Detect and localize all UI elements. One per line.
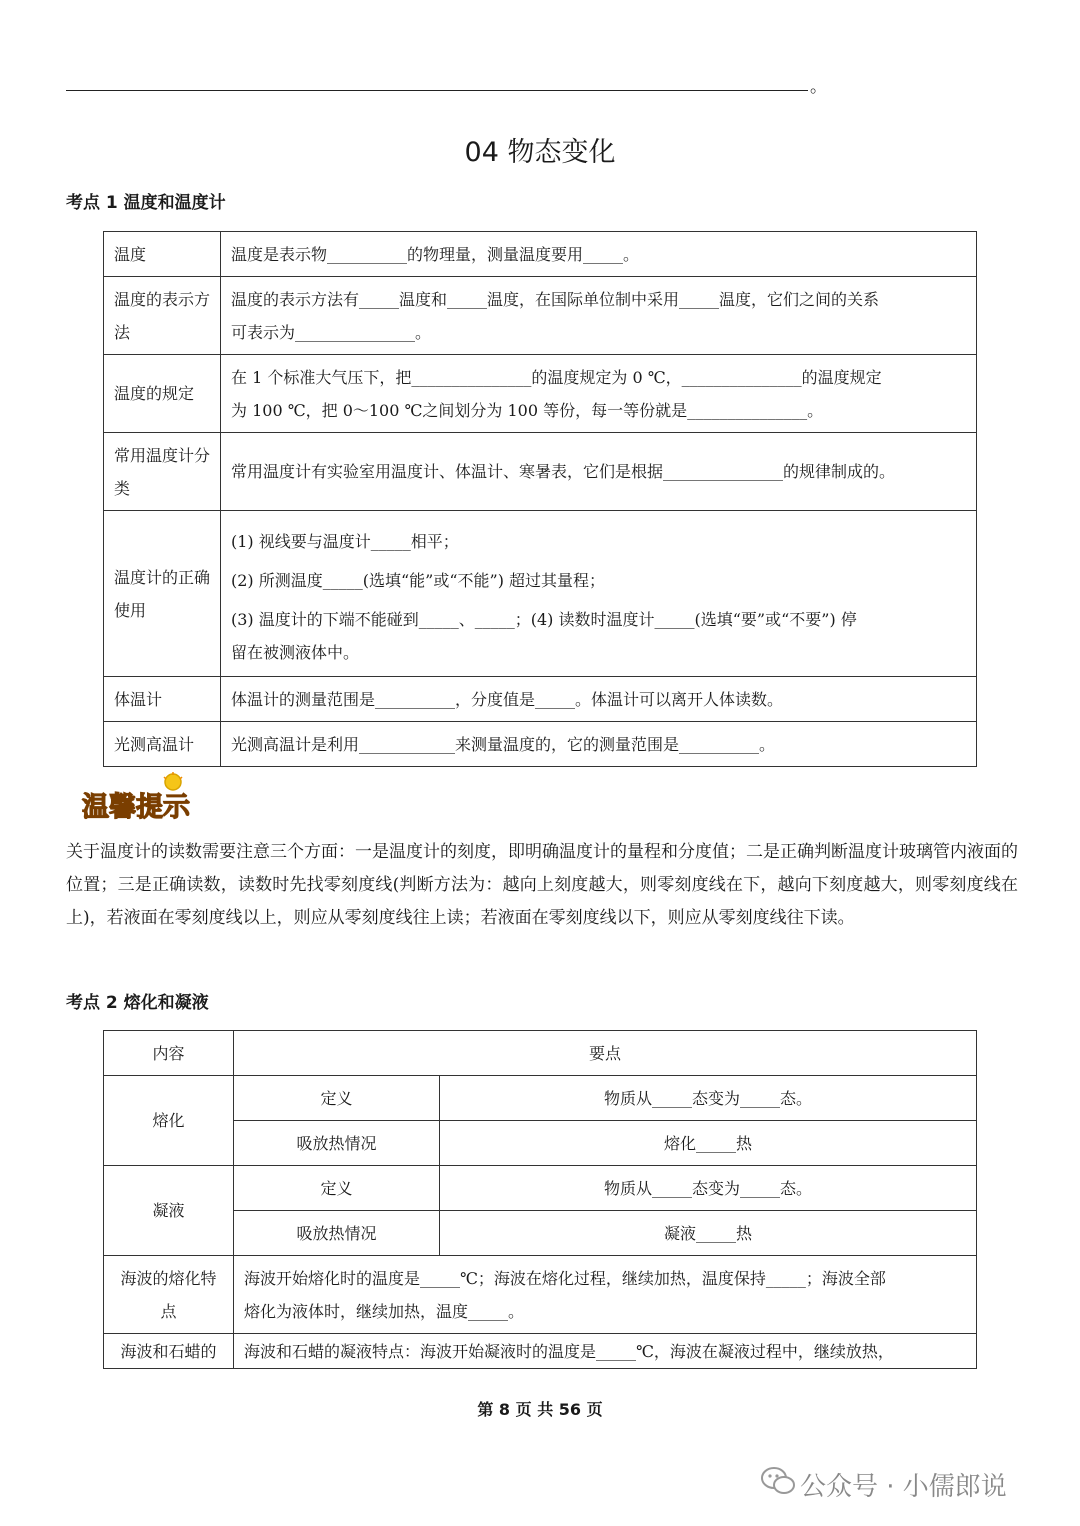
row-key: 温度计的正确使用 bbox=[104, 511, 221, 677]
row-content: 在 1 个标准大气压下，把_______________的温度规定为 0 ℃，_______________的温度规定 为 100 ℃，把 0～100 ℃之间划分为 100 等份，每一等份就是_______________。 bbox=[221, 355, 977, 433]
line-end-mark: 。 bbox=[810, 77, 827, 97]
temperature-table bbox=[103, 231, 977, 767]
definition-label: 定义 bbox=[234, 1076, 440, 1121]
row-content: 体温计的测量范围是__________，分度值是_____。体温计可以离开人体读数。 bbox=[221, 677, 977, 722]
chapter-title: 04 物态变化 bbox=[464, 137, 616, 168]
wave-wax-key: 海波和石蜡的 bbox=[104, 1334, 234, 1369]
melt-label: 熔化 bbox=[104, 1076, 234, 1166]
section2-title: 考点 2 熔化和凝液 bbox=[66, 993, 209, 1013]
row-key: 光测高温计 bbox=[104, 722, 221, 767]
row-key: 体温计 bbox=[104, 677, 221, 722]
warm-tip-logo bbox=[78, 772, 198, 824]
row-key: 温度的规定 bbox=[104, 355, 221, 433]
wave-melt-content: 海波开始熔化时的温度是_____℃；海波在熔化过程，继续加热，温度保持_____；海波全部 熔化为液体时，继续加热，温度_____。 bbox=[234, 1256, 977, 1334]
header-points: 要点 bbox=[234, 1031, 977, 1076]
row-content: 光测高温计是利用____________来测量温度的，它的测量范围是__________。 bbox=[221, 722, 977, 767]
watermark: 公众号 · 小儒郎说 bbox=[800, 1472, 1007, 1502]
wave-melt-key: 海波的熔化特点 bbox=[104, 1256, 234, 1334]
answer-line bbox=[66, 90, 808, 91]
heat-label: 吸放热情况 bbox=[234, 1211, 440, 1256]
row-content: 温度的表示方法有_____温度和_____温度，在国际单位制中采用_____温度，它们之间的关系 可表示为_______________。 bbox=[221, 277, 977, 355]
melt-definition: 物质从_____态变为_____态。 bbox=[440, 1076, 977, 1121]
page-footer: 第 8 页 共 56 页 bbox=[477, 1400, 603, 1419]
solidify-label: 凝液 bbox=[104, 1166, 234, 1256]
section1-title: 考点 1 温度和温度计 bbox=[66, 193, 226, 213]
heat-label: 吸放热情况 bbox=[234, 1121, 440, 1166]
definition-label: 定义 bbox=[234, 1166, 440, 1211]
tip-paragraph: 关于温度计的读数需要注意三个方面：一是温度计的刻度，即明确温度计的量程和分度值；二是正确判断温度计玻璃管内液面的位置；三是正确读数，读数时先找零刻度线(判断方法为：越向上刻度越大，则零刻度线在下，越向下刻度越大，则零刻度线在上)，若液面在零刻度线以上，则应从零刻度线往上读；若液面在零刻度线以下，则应从零刻度线往下读。 bbox=[66, 842, 1018, 928]
row-content: 常用温度计有实验室用温度计、体温计、寒暑表，它们是根据_______________的规律制成的。 bbox=[221, 433, 977, 511]
header-content: 内容 bbox=[104, 1031, 234, 1076]
wave-wax-content: 海波和石蜡的凝液特点：海波开始凝液时的温度是_____℃，海波在凝液过程中，继续放热， bbox=[234, 1334, 977, 1369]
row-key: 温度的表示方法 bbox=[104, 277, 221, 355]
melting-table bbox=[103, 1030, 977, 1369]
row-content: 温度是表示物__________的物理量，测量温度要用_____。 bbox=[221, 232, 977, 277]
wechat-icon bbox=[760, 1466, 796, 1496]
solidify-definition: 物质从_____态变为_____态。 bbox=[440, 1166, 977, 1211]
row-content: (1) 视线要与温度计_____相平； (2) 所测温度_____(选填“能”或“不能”) 超过其量程； (3) 温度计的下端不能碰到_____、_____；(4) 读数时温度计_____(选填“要”或“不要”) 停 留在被测液体中。 bbox=[221, 511, 977, 677]
svg-text:温馨提示: 温馨提示 bbox=[82, 792, 190, 823]
solidify-heat: 凝液_____热 bbox=[440, 1211, 977, 1256]
row-key: 温度 bbox=[104, 232, 221, 277]
melt-heat: 熔化_____热 bbox=[440, 1121, 977, 1166]
row-key: 常用温度计分类 bbox=[104, 433, 221, 511]
